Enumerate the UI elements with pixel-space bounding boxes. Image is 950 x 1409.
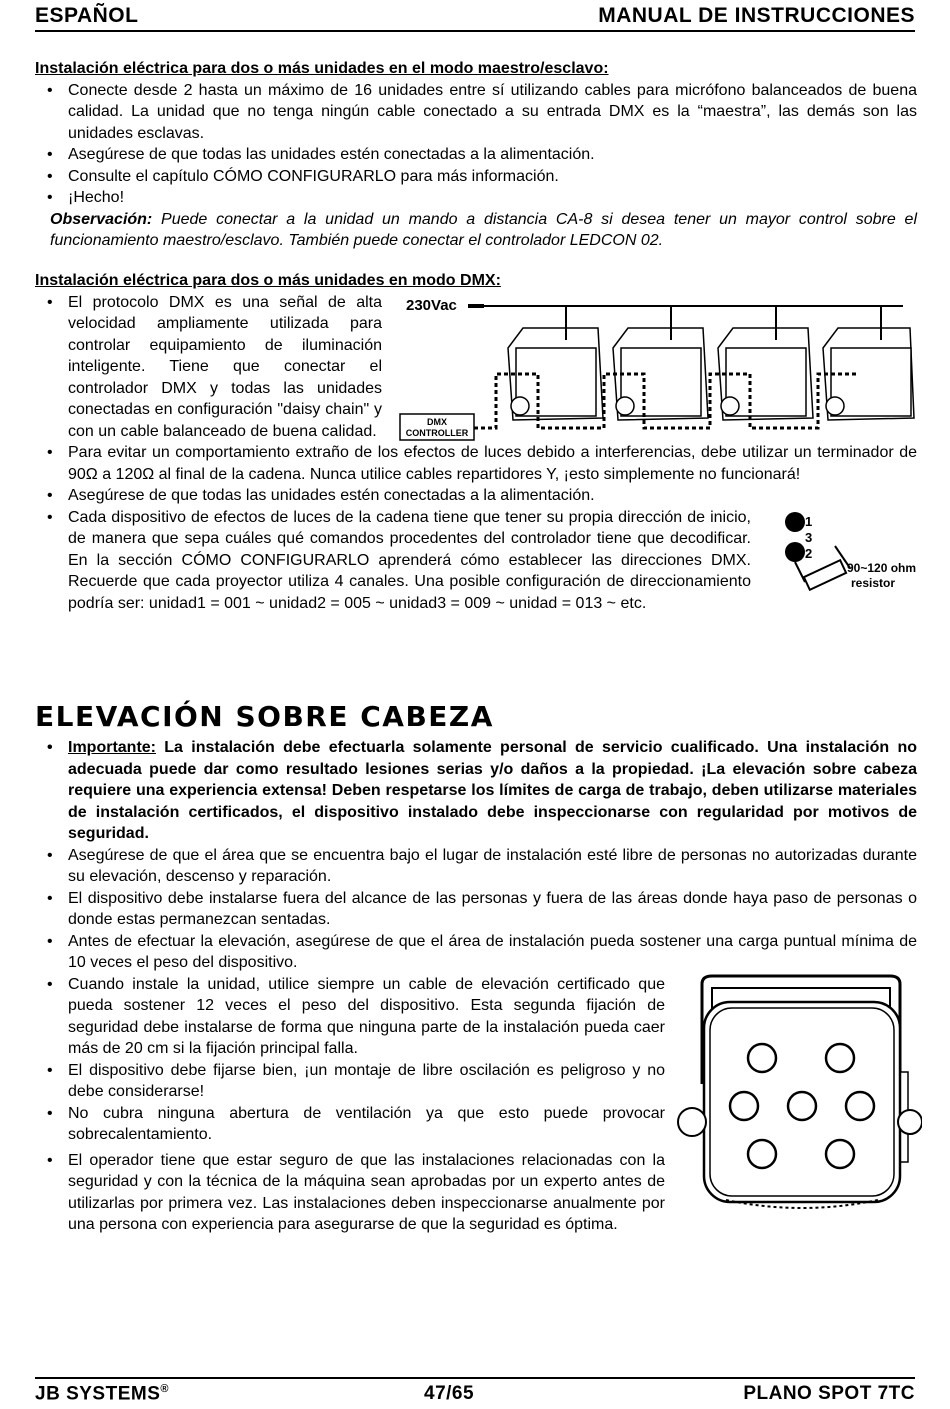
observation-label: Observación: bbox=[50, 210, 153, 228]
operator-text: El operador tiene que estar seguro de que las instalaciones relacionadas con la seguridad y con la técnica de la máquina sean aprobadas por un experto antes de utilizarlas por primera vez. Las instalaciones deben inspeccionarse anualmente por una persona con experiencia para asegurarse de que la seguridad es óptima. bbox=[68, 1151, 665, 1233]
pin-2-label: 2 bbox=[805, 546, 813, 561]
fixture-3 bbox=[718, 306, 813, 420]
list-item-important bbox=[35, 737, 917, 845]
fixture-2 bbox=[613, 306, 708, 420]
list-item: • Antes de efectuar la elevación, asegúrese de que el área de instalación pueda sostener una carga puntual mínima de 10 veces el peso del dispositivo. bbox=[35, 931, 917, 974]
power-label: 230Vac bbox=[406, 297, 457, 314]
resistor-label-line2: resistor bbox=[851, 576, 896, 590]
list-item: • El protocolo DMX es una señal de alta velocidad ampliamente utilizada para controlar equipamiento de iluminación inteligente. Tiene que conectar el controlador DMX y todas las unidades conectadas en configuración "daisy chain" y con un cable balanceado de buena calidad. bbox=[35, 292, 382, 443]
list-item: • Cuando instale la unidad, utilice siempre un cable de elevación certificado que pueda sostener 12 veces el peso del dispositivo. Esta segunda fijación de seguridad debe instalarse de forma que ninguna parte de la instalación pueda caer más de 20 cm si la fijación principal falla. bbox=[35, 974, 665, 1060]
xlr-terminator-diagram bbox=[775, 506, 935, 598]
section-dmx-title: Instalación eléctrica para dos o más unidades en modo DMX: bbox=[35, 272, 501, 289]
section-master-slave-title: Instalación eléctrica para dos o más unidades en el modo maestro/esclavo: bbox=[35, 60, 609, 77]
list-item: • No cubra ninguna abertura de ventilación ya que esto puede provocar sobrecalentamiento. bbox=[35, 1103, 665, 1146]
footer-brand bbox=[35, 1383, 169, 1405]
plano-spot-fixture-illustration bbox=[676, 972, 922, 1216]
resistor-label-line1: 90~120 ohm bbox=[847, 561, 917, 575]
pin-3-label: 3 bbox=[805, 530, 813, 545]
list-item: • Consulte el capítulo CÓMO CONFIGURARLO para más información. bbox=[35, 166, 917, 188]
page-header bbox=[35, 4, 915, 32]
list-item: • Asegúrese de que todas las unidades estén conectadas a la alimentación. bbox=[35, 485, 757, 507]
section-master-slave bbox=[35, 58, 917, 252]
header-title: MANUAL DE INSTRUCCIONES bbox=[598, 4, 915, 27]
list-item: • Asegúrese de que todas las unidades estén conectadas a la alimentación. bbox=[35, 144, 917, 166]
fixture-4 bbox=[823, 306, 914, 420]
section-overhead-title: ELEVACIÓN SOBRE CABEZA bbox=[35, 700, 494, 733]
resistor-symbol bbox=[804, 560, 846, 590]
dmx-daisy-chain-diagram bbox=[398, 288, 918, 444]
list-item: • El dispositivo debe instalarse fuera del alcance de las personas y fuera de las áreas donde haya paso de personas o donde estas permanezcan sentadas. bbox=[35, 888, 917, 931]
list-item: • ¡Hecho! bbox=[35, 187, 917, 209]
page-footer bbox=[35, 1377, 915, 1409]
important-label: Importante: bbox=[68, 739, 156, 756]
controller-label-line2: CONTROLLER bbox=[405, 428, 469, 438]
list-item: • Para evitar un comportamiento extraño de los efectos de luces debido a interferencias, debe utilizar un terminador de 90Ω a 120Ω al final de la cadena. Nunca utilice cables repartidores Y, ¡esto simplemente no funcionará! bbox=[35, 442, 917, 485]
controller-label-line1: DMX bbox=[427, 417, 447, 427]
header-language: ESPAÑOL bbox=[35, 4, 139, 27]
pin-2-dot bbox=[785, 542, 805, 562]
important-text: La instalación debe efectuarla solamente personal de servicio cualificado. Una instalación no adecuada puede dar como resultado lesiones serias y/o daños a la propiedad. ¡La elevación sobre cabeza requiere una experiencia extensa! Deben respetarse los límites de carga de trabajo, deben utilizarse materiales de instalación certificados, el dispositivo instalado debe inspeccionarse con regularidad por motivos de seguridad. bbox=[68, 739, 917, 842]
observation-text: Puede conectar a la unidad un mando a distancia CA-8 si desea tener un mayor control sobre el funcionamiento maestro/esclavo. También puede conectar el controlador LEDCON 02. bbox=[50, 210, 917, 249]
observation-note bbox=[35, 209, 917, 252]
footer-page-number: 47/65 bbox=[424, 1383, 475, 1404]
dmx-address-text: • Cada dispositivo de efectos de luces de la cadena tiene que tener su propia dirección de inicio, de manera que sepa cuáles qué comandos procedentes del controlador tiene que decodificar. En la sección CÓMO CONFIGURARLO aprenderá cómo establecer las direcciones DMX. Recuerde que cada proyector utiliza 4 canales. Una posible configuración de direccionamiento podría ser: unidad1 = 001 ~ unidad2 = 005 ~ unidad3 = 009 ~ unidad = 013 ~ etc. bbox=[68, 508, 751, 612]
list-item: • Asegúrese de que el área que se encuentra bajo el lugar de instalación esté libre de personas no autorizadas durante su elevación, descenso y reparación. bbox=[35, 845, 917, 888]
master-slave-list bbox=[35, 80, 917, 209]
pin-1-label: 1 bbox=[805, 514, 813, 529]
pin-1-dot bbox=[785, 512, 805, 532]
footer-brand-text: JB SYSTEMS bbox=[35, 1383, 161, 1405]
fixture-1 bbox=[508, 306, 603, 420]
registered-mark: ® bbox=[160, 1383, 169, 1395]
list-item: • Conecte desde 2 hasta un máximo de 16 unidades entre sí utilizando cables para micrófono balanceados de buena calidad. La unidad que no tenga ningún cable conectado a su entrada DMX es la “maestra”, las demás son las unidades esclavas. bbox=[35, 80, 917, 145]
list-item: • El dispositivo debe fijarse bien, ¡un montaje de libre oscilación es peligroso y no debe considerarse! bbox=[35, 1060, 665, 1103]
footer-product: PLANO SPOT 7TC bbox=[743, 1383, 915, 1404]
